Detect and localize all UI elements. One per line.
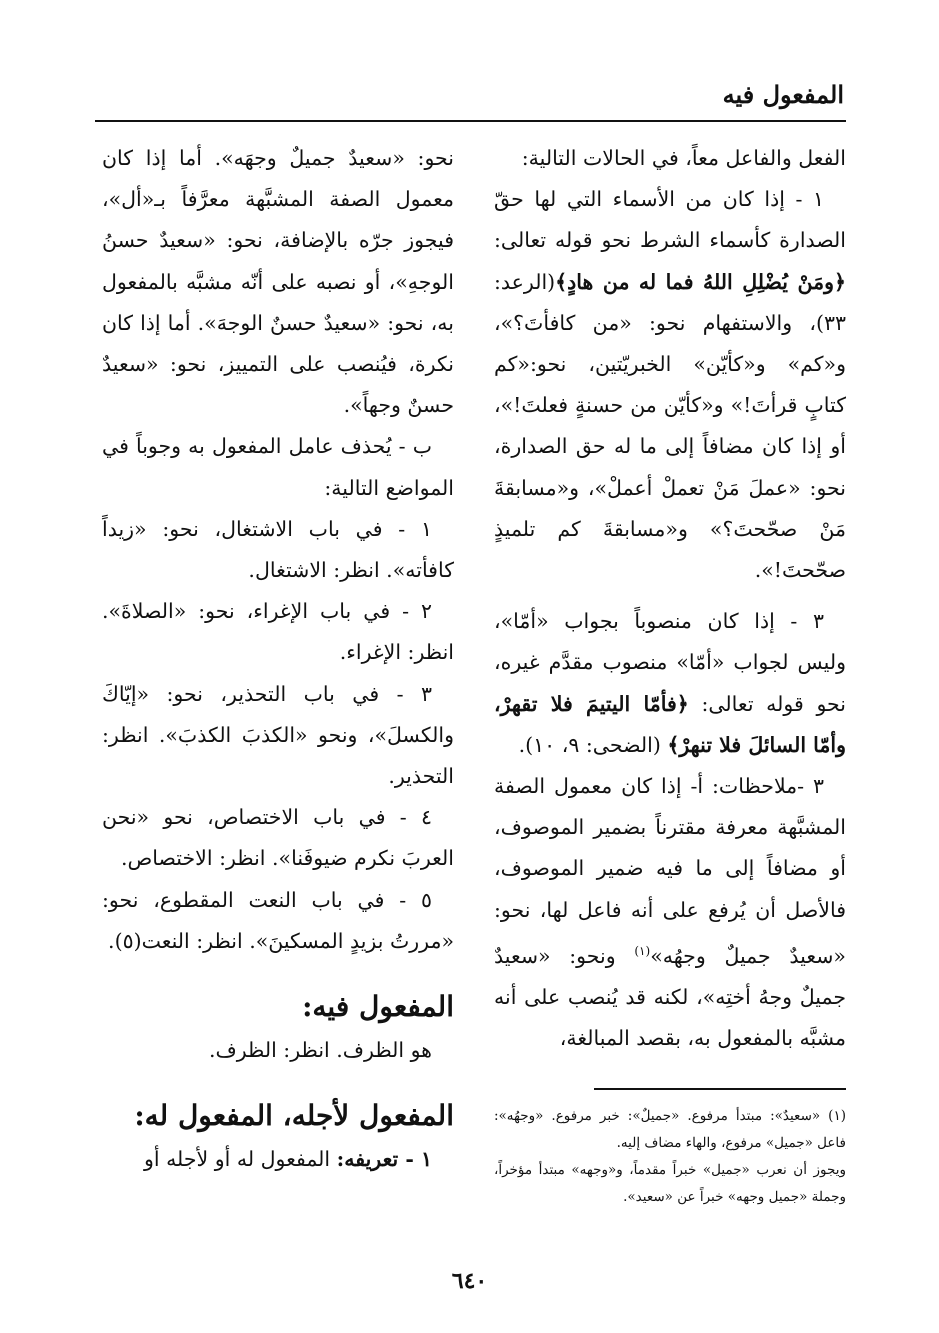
list-item: ٤ - في باب الاختصاص، نحو «نحن العربَ نكرم ضيوفَنا». انظر: الاختصاص. bbox=[102, 805, 454, 871]
paragraph: ١ - إذا كان من الأسماء التي لها حقّ الصدارة كأسماء الشرط نحو قوله تعالى: ﴿ومَنْ يُضْلِلِ اللهُ فما له من هادٍ﴾(الرعد: ٣٣)، والاستفهام نحو: «من كافأتَ؟»، و«كم» و«كأيّن» الخبريّتين، نحو:«كم كتابٍ قرأتَ!» و«كأيّن من حسنةٍ فعلتَ!»، أو إذا كان مضافاً إلى ما له حق الصدارة، نحو: «عملَ مَنْ تعملْ أعملْ»، و«مسابقةَ مَنْ صحّحتَ؟» و«مسابقةَ كم تلميذٍ صحّحتَ!». bbox=[494, 187, 846, 583]
running-title: المفعول فيه bbox=[722, 80, 844, 109]
footnote-rule bbox=[594, 1088, 846, 1090]
list-item: ٣ - في باب التحذير، نحو: «إيّاكَ والكسلَ»، ونحو «الكذبَ الكذبَ». انظر: التحذير. bbox=[102, 681, 454, 789]
left-column bbox=[102, 138, 454, 1180]
footnote: (١) «سعيدٌ»: مبتدأ مرفوع. «جميلٌ»: خبر مرفوع. «وجهُه»: فاعل «جميل» مرفوع، والهاء مضاف إليه. bbox=[494, 1108, 846, 1151]
list-item: ٥ - في باب النعت المقطوع، نحو: «مررتُ بزيدٍ المسكينَ». انظر: النعت(٥). bbox=[102, 887, 454, 953]
footnote-marker: (١) bbox=[634, 943, 651, 958]
section-heading: المفعول لأجله، المفعول له: bbox=[134, 1099, 454, 1133]
paragraph: هو الظرف. انظر: الظرف. bbox=[208, 1038, 432, 1063]
paragraph: الفعل والفاعل معاً، في الحالات التالية: bbox=[521, 146, 846, 170]
paragraph: ١ - تعريفه: المفعول له أو لأجله أو bbox=[143, 1147, 432, 1172]
definition-label: ١ - تعريفه: bbox=[336, 1147, 432, 1172]
paragraph: نحو: «سعيدٌ جميلٌ وجهَه». أما إذا كان معمول الصفة المشبَّهة معرَّفاً بـ«أل»، فيجوز جرّه بالإضافة، نحو: «سعيدٌ حسنُ الوجهِ»، أو نصبه على أنّه مشبَّه بالمفعول به، نحو: «سعيدٌ حسنٌ الوجهَ». أما إذا كان نكرة، فيُنصب على التمييز، نحو: «سعيدٌ حسنٌ وجهاً». bbox=[102, 146, 454, 418]
paragraph: ٣ - إذا كان منصوباً بجواب «أمّا»، وليس لجواب «أمّا» منصوب مقدَّم غيره، نحو قوله تعالى: ﴿فأمّا اليتيمَ فلا تقهرْ، وأمّا السائلَ فلا تنهرْ﴾ (الضحى: ٩، ١٠). bbox=[494, 609, 846, 757]
section-heading: المفعول فيه: bbox=[302, 990, 454, 1024]
quran-verse: ﴿ومَنْ يُضْلِلِ اللهُ فما له من هادٍ﴾ bbox=[555, 269, 846, 294]
list-item: ١ - في باب الاشتغال، نحو: «زيداً كافأته». انظر: الاشتغال. bbox=[102, 516, 454, 583]
quran-verse: ﴿فأمّا اليتيمَ فلا تقهرْ، وأمّا السائلَ فلا تنهرْ﴾ bbox=[494, 691, 846, 757]
footnotes bbox=[494, 1103, 846, 1211]
right-column bbox=[494, 138, 846, 1059]
paragraph: ٣ -ملاحظات: أ- إذا كان معمول الصفة المشبَّهة معرفة مقترناً بضمير الموصوف، أو مضافاً إلى ما فيه ضمير الموصوف، فالأصل أن يُرفع على أنه فاعل لها، نحو: «سعيدٌ جميلٌ وجهُه»$^{(١)}$ ونحو: «سعيدٌ جميلٌ وجهُ أختِه»، لكنه قد يُنصب على أنه مشبَّه بالمفعول به، بقصد المبالغة، bbox=[494, 774, 846, 1051]
footnote: ويجوز أن نعرب «جميل» خبراً مقدماً، و«وجهه» مبتدأ مؤخراً، وجملة «جميل وجهه» خبراً عن «سعيد». bbox=[494, 1162, 846, 1205]
paragraph: ب - يُحذف عامل المفعول به وجوباً في المواضع التالية: bbox=[102, 434, 454, 500]
header-rule bbox=[95, 120, 846, 122]
page-number: ٦٤٠ bbox=[451, 1268, 488, 1294]
list-item: ٢ - في باب الإغراء، نحو: «الصلاةَ». انظر: الإغراء. bbox=[102, 599, 454, 665]
